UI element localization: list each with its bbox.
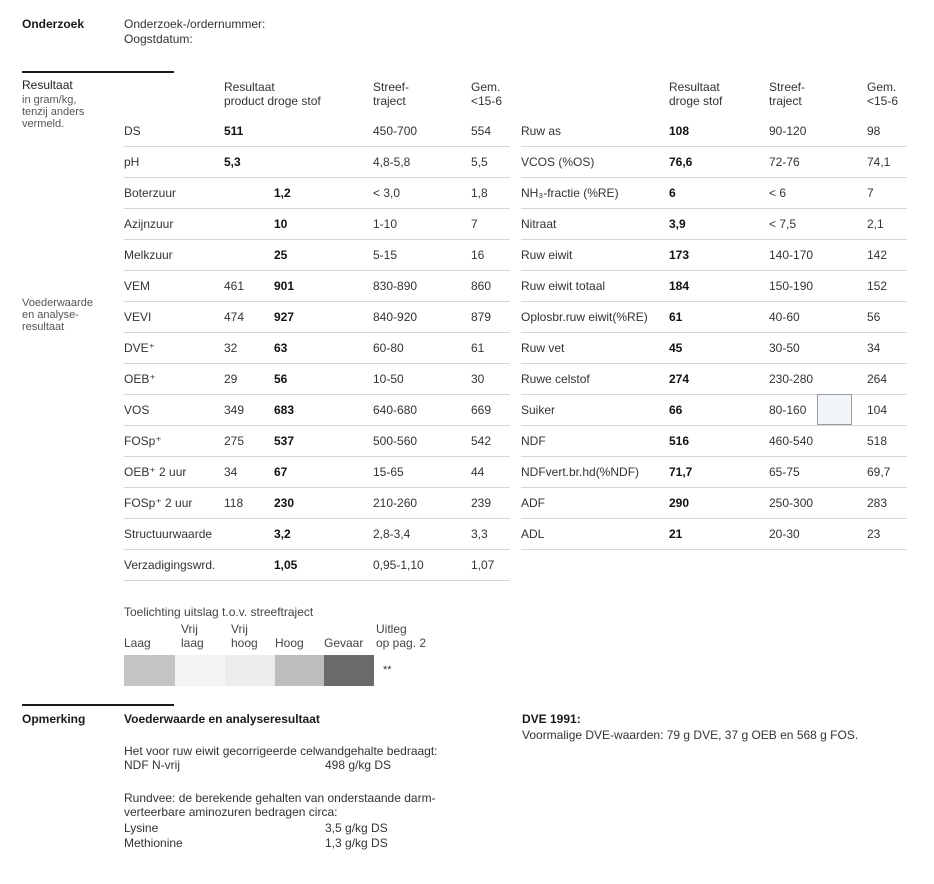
right-row-divider xyxy=(521,270,907,271)
left-row-name: FOSp⁺ xyxy=(124,434,162,448)
left-row-divider xyxy=(124,394,510,395)
right-header-gem-2: <15-6 xyxy=(867,94,899,108)
left-row-name: VEM xyxy=(124,279,151,293)
left-row-name: OEB⁺ xyxy=(124,372,156,386)
right-row-streeftraject: < 6 xyxy=(769,186,787,200)
right-row-gemiddelde: 98 xyxy=(867,124,881,138)
right-row-streeftraject: 230-280 xyxy=(769,372,814,386)
left-row-drogestof: 10 xyxy=(274,217,288,231)
left-row-divider xyxy=(124,332,510,333)
left-row-product: 34 xyxy=(224,465,238,479)
legend-swatch xyxy=(225,655,275,686)
amino-note-2: verteerbare aminozuren bedragen circa: xyxy=(124,805,338,819)
right-row-streeftraject: 250-300 xyxy=(769,496,814,510)
left-row-name: VEVI xyxy=(124,310,152,324)
side-label-voederwaarde-2: en analyse- xyxy=(22,309,79,321)
right-row-streeftraject: 65-75 xyxy=(769,465,800,479)
right-row-gemiddelde: 7 xyxy=(867,186,874,200)
ndf-value: 498 g/kg DS xyxy=(325,758,392,772)
left-row-streeftraject: 5-15 xyxy=(373,248,398,262)
left-row-drogestof: 63 xyxy=(274,341,288,355)
dve-1991-title: DVE 1991: xyxy=(522,712,581,726)
right-row-streeftraject: 140-170 xyxy=(769,248,814,262)
right-row-divider xyxy=(521,146,907,147)
right-row-gemiddelde: 264 xyxy=(867,372,888,386)
left-header-gem-2: <15-6 xyxy=(471,94,503,108)
right-row-divider xyxy=(521,518,907,519)
right-row-gemiddelde: 518 xyxy=(867,434,888,448)
right-row-gemiddelde: 74,1 xyxy=(867,155,891,169)
left-row-drogestof: 537 xyxy=(274,434,295,448)
right-row-streeftraject: 80-160 xyxy=(769,403,807,417)
right-header-resultaat-2: droge stof xyxy=(669,94,723,108)
right-row-drogestof: 76,6 xyxy=(669,155,693,169)
right-row-streeftraject: 460-540 xyxy=(769,434,814,448)
left-row-gemiddelde: 1,07 xyxy=(471,558,495,572)
right-row-name: Ruwe celstof xyxy=(521,372,590,386)
right-row-gemiddelde: 104 xyxy=(867,403,888,417)
ndf-label: NDF N-vrij xyxy=(124,758,180,772)
left-row-divider xyxy=(124,146,510,147)
right-row-drogestof: 108 xyxy=(669,124,690,138)
left-row-product: 29 xyxy=(224,372,238,386)
left-header-streef-1: Streef- xyxy=(373,80,410,94)
amino-methionine-value: 1,3 g/kg DS xyxy=(325,836,388,850)
oogstdatum-label: Oogstdatum: xyxy=(124,32,193,46)
left-row-drogestof: 56 xyxy=(274,372,288,386)
left-row-divider xyxy=(124,208,510,209)
right-row-name: NDF xyxy=(521,434,546,448)
right-row-name: Ruw eiwit xyxy=(521,248,573,262)
right-row-streeftraject: 40-60 xyxy=(769,310,800,324)
left-row-product: 5,3 xyxy=(224,155,241,169)
right-row-divider xyxy=(521,239,907,240)
left-row-streeftraject: 210-260 xyxy=(373,496,418,510)
dve-1991-text: Voormalige DVE-waarden: 79 g DVE, 37 g OEB en 568 g FOS. xyxy=(522,728,859,742)
left-row-product: 32 xyxy=(224,341,238,355)
right-row-name: ADF xyxy=(521,496,545,510)
left-row-name: DS xyxy=(124,124,141,138)
right-row-divider xyxy=(521,177,907,178)
right-row-drogestof: 173 xyxy=(669,248,690,262)
left-row-name: OEB⁺ 2 uur xyxy=(124,465,187,479)
left-row-gemiddelde: 5,5 xyxy=(471,155,488,169)
left-row-drogestof: 901 xyxy=(274,279,295,293)
left-row-drogestof: 1,2 xyxy=(274,186,291,200)
left-row-product: 461 xyxy=(224,279,245,293)
legend-label-top: Vrij xyxy=(181,622,198,636)
right-row-streeftraject: 72-76 xyxy=(769,155,800,169)
right-row-drogestof: 6 xyxy=(669,186,676,200)
right-row-gemiddelde: 152 xyxy=(867,279,888,293)
left-row-drogestof: 683 xyxy=(274,403,295,417)
right-row-divider xyxy=(521,332,907,333)
left-row-product: 275 xyxy=(224,434,245,448)
right-row-divider xyxy=(521,208,907,209)
left-row-gemiddelde: 669 xyxy=(471,403,492,417)
legend-label-top: Vrij xyxy=(231,622,248,636)
right-row-divider xyxy=(521,301,907,302)
right-row-name: VCOS (%OS) xyxy=(521,155,595,169)
amino-methionine-label: Methionine xyxy=(124,836,183,850)
legend-swatch xyxy=(124,655,175,686)
right-row-name: Ruw vet xyxy=(521,341,565,355)
left-row-divider xyxy=(124,456,510,457)
resultaat-unit-note-3: vermeld. xyxy=(22,118,65,130)
right-row-drogestof: 184 xyxy=(669,279,690,293)
left-row-divider xyxy=(124,363,510,364)
left-row-drogestof: 3,2 xyxy=(274,527,291,541)
suiker-flag-box xyxy=(817,394,852,425)
resultaat-unit-note-1: in gram/kg, xyxy=(22,94,77,106)
legend-swatch xyxy=(175,655,225,686)
ordernummer-label: Onderzoek-/ordernummer: xyxy=(124,17,266,31)
right-row-divider xyxy=(521,425,907,426)
right-row-drogestof: 3,9 xyxy=(669,217,686,231)
section-title-opmerking: Opmerking xyxy=(22,712,86,726)
left-row-name: Azijnzuur xyxy=(124,217,174,231)
amino-lysine-value: 3,5 g/kg DS xyxy=(325,821,388,835)
right-row-name: Oplosbr.ruw eiwit(%RE) xyxy=(521,310,648,324)
right-row-name: Suiker xyxy=(521,403,556,417)
right-header-streef-2: traject xyxy=(769,94,802,108)
right-row-drogestof: 61 xyxy=(669,310,683,324)
side-label-voederwaarde-3: resultaat xyxy=(22,321,65,333)
left-row-drogestof: 1,05 xyxy=(274,558,298,572)
left-row-name: Structuurwaarde xyxy=(124,527,213,541)
right-row-name: Nitraat xyxy=(521,217,557,231)
right-row-name: NDFvert.br.hd(%NDF) xyxy=(521,465,640,479)
right-row-gemiddelde: 283 xyxy=(867,496,888,510)
left-row-streeftraject: 4,8-5,8 xyxy=(373,155,411,169)
left-header-resultaat-2: product droge stof xyxy=(224,94,321,108)
right-row-gemiddelde: 34 xyxy=(867,341,881,355)
right-row-drogestof: 45 xyxy=(669,341,683,355)
legend-swatch xyxy=(324,655,374,686)
right-row-gemiddelde: 23 xyxy=(867,527,881,541)
left-row-streeftraject: 0,95-1,10 xyxy=(373,558,424,572)
left-row-gemiddelde: 16 xyxy=(471,248,485,262)
section-title-resultaat: Resultaat xyxy=(22,78,73,92)
legend-label: hoog xyxy=(231,636,258,650)
right-row-drogestof: 274 xyxy=(669,372,690,386)
ndf-note: Het voor ruw eiwit gecorrigeerde celwandgehalte bedraagt: xyxy=(124,744,438,758)
left-row-drogestof: 67 xyxy=(274,465,288,479)
section-rule-resultaat xyxy=(22,71,174,73)
left-row-divider xyxy=(124,580,510,581)
left-row-name: Verzadigingswrd. xyxy=(124,558,216,572)
left-row-drogestof: 230 xyxy=(274,496,295,510)
left-row-divider xyxy=(124,270,510,271)
right-row-gemiddelde: 2,1 xyxy=(867,217,884,231)
right-header-gem-1: Gem. xyxy=(867,80,897,94)
left-row-name: DVE⁺ xyxy=(124,341,156,355)
left-header-streef-2: traject xyxy=(373,94,406,108)
right-header-resultaat-1: Resultaat xyxy=(669,80,720,94)
right-row-divider xyxy=(521,363,907,364)
legend-label: laag xyxy=(181,636,204,650)
left-row-streeftraject: 15-65 xyxy=(373,465,404,479)
right-row-streeftraject: 20-30 xyxy=(769,527,800,541)
side-label-voederwaarde-1: Voederwaarde xyxy=(22,297,93,309)
left-row-gemiddelde: 44 xyxy=(471,465,485,479)
left-row-streeftraject: 60-80 xyxy=(373,341,404,355)
left-row-streeftraject: 1-10 xyxy=(373,217,398,231)
legend-label: Laag xyxy=(124,636,151,650)
left-row-divider xyxy=(124,425,510,426)
left-row-streeftraject: 830-890 xyxy=(373,279,418,293)
left-row-gemiddelde: 860 xyxy=(471,279,492,293)
left-row-product: 511 xyxy=(224,124,244,138)
right-row-gemiddelde: 69,7 xyxy=(867,465,891,479)
legend-label: Gevaar xyxy=(324,636,364,650)
legend-swatch xyxy=(275,655,324,686)
left-row-divider xyxy=(124,177,510,178)
left-row-gemiddelde: 61 xyxy=(471,341,485,355)
legend-label: Hoog xyxy=(275,636,304,650)
left-row-streeftraject: 2,8-3,4 xyxy=(373,527,411,541)
left-row-divider xyxy=(124,239,510,240)
section-title-onderzoek: Onderzoek xyxy=(22,17,85,31)
legend-title: Toelichting uitslag t.o.v. streeftraject xyxy=(124,605,314,619)
left-row-gemiddelde: 3,3 xyxy=(471,527,488,541)
right-row-divider xyxy=(521,456,907,457)
left-row-gemiddelde: 554 xyxy=(471,124,492,138)
left-row-divider xyxy=(124,301,510,302)
right-row-name: NH₃-fractie (%RE) xyxy=(521,186,619,200)
right-row-gemiddelde: 56 xyxy=(867,310,881,324)
left-row-drogestof: 25 xyxy=(274,248,288,262)
right-row-name: Ruw as xyxy=(521,124,562,138)
left-row-gemiddelde: 879 xyxy=(471,310,492,324)
legend-uitleg-1: Uitleg xyxy=(376,622,407,636)
right-row-drogestof: 21 xyxy=(669,527,683,541)
left-row-product: 474 xyxy=(224,310,245,324)
left-row-name: Boterzuur xyxy=(124,186,177,200)
left-row-product: 118 xyxy=(224,496,244,510)
left-row-divider xyxy=(124,487,510,488)
left-row-streeftraject: 450-700 xyxy=(373,124,418,138)
right-header-streef-1: Streef- xyxy=(769,80,806,94)
right-row-name: ADL xyxy=(521,527,545,541)
left-row-gemiddelde: 239 xyxy=(471,496,492,510)
right-row-streeftraject: < 7,5 xyxy=(769,217,797,231)
left-row-streeftraject: 640-680 xyxy=(373,403,418,417)
left-header-gem-1: Gem. xyxy=(471,80,501,94)
left-row-drogestof: 927 xyxy=(274,310,295,324)
amino-lysine-label: Lysine xyxy=(124,821,159,835)
section-rule-opmerking xyxy=(22,704,174,706)
right-row-divider xyxy=(521,549,907,550)
right-row-drogestof: 71,7 xyxy=(669,465,693,479)
left-row-gemiddelde: 542 xyxy=(471,434,492,448)
right-row-drogestof: 66 xyxy=(669,403,683,417)
right-row-divider xyxy=(521,487,907,488)
left-row-streeftraject: 500-560 xyxy=(373,434,418,448)
right-row-drogestof: 290 xyxy=(669,496,690,510)
right-row-streeftraject: 150-190 xyxy=(769,279,814,293)
opmerking-heading: Voederwaarde en analyseresultaat xyxy=(124,712,320,726)
left-row-name: Melkzuur xyxy=(124,248,173,262)
right-row-drogestof: 516 xyxy=(669,434,690,448)
left-row-name: pH xyxy=(124,155,140,169)
right-row-name: Ruw eiwit totaal xyxy=(521,279,606,293)
left-row-product: 349 xyxy=(224,403,245,417)
left-row-streeftraject: < 3,0 xyxy=(373,186,401,200)
left-row-divider xyxy=(124,549,510,550)
left-row-gemiddelde: 30 xyxy=(471,372,485,386)
right-row-gemiddelde: 142 xyxy=(867,248,888,262)
left-row-name: VOS xyxy=(124,403,150,417)
right-row-streeftraject: 90-120 xyxy=(769,124,807,138)
left-row-name: FOSp⁺ 2 uur xyxy=(124,496,193,510)
amino-note-1: Rundvee: de berekende gehalten van onderstaande darm- xyxy=(124,791,436,805)
left-row-divider xyxy=(124,518,510,519)
left-row-streeftraject: 10-50 xyxy=(373,372,404,386)
legend-stars: ** xyxy=(383,664,392,676)
left-row-gemiddelde: 7 xyxy=(471,217,478,231)
left-row-gemiddelde: 1,8 xyxy=(471,186,488,200)
right-row-streeftraject: 30-50 xyxy=(769,341,800,355)
left-row-streeftraject: 840-920 xyxy=(373,310,418,324)
legend-uitleg-2: op pag. 2 xyxy=(376,636,427,650)
resultaat-unit-note-2: tenzij anders xyxy=(22,106,85,118)
left-header-resultaat-1: Resultaat xyxy=(224,80,275,94)
